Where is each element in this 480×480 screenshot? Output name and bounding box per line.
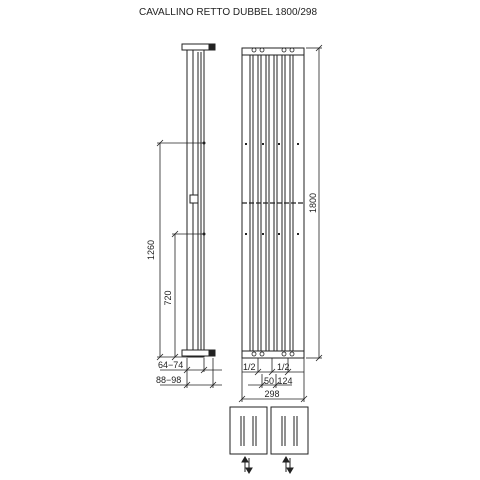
dimension-298: 298	[264, 389, 280, 399]
top-bracket	[182, 44, 210, 50]
arrow-up-down-icon	[242, 457, 252, 473]
dimension-124: 124	[277, 376, 293, 386]
bottom-valve-icon	[209, 350, 215, 356]
arrow-up-down-icon	[283, 457, 293, 473]
dimension-88-98: 88−98	[156, 375, 182, 385]
dimension-1260: 1260	[146, 239, 156, 261]
side-view	[182, 44, 215, 357]
front-view	[242, 48, 304, 358]
drawing-title: CAVALLINO RETTO DUBBEL 1800/298	[138, 7, 318, 18]
dimension-1800: 1800	[308, 192, 318, 214]
dimension-50: 50	[263, 376, 275, 386]
connection-option-right	[271, 407, 308, 454]
connection-right-label: 1/2	[277, 362, 290, 372]
bottom-bracket	[182, 350, 210, 356]
dimension-64-74: 64−74	[158, 360, 184, 370]
connection-left-label: 1/2	[243, 362, 256, 372]
top-valve-icon	[209, 44, 215, 50]
connection-option-left	[230, 407, 267, 454]
dimension-720: 720	[163, 290, 173, 306]
